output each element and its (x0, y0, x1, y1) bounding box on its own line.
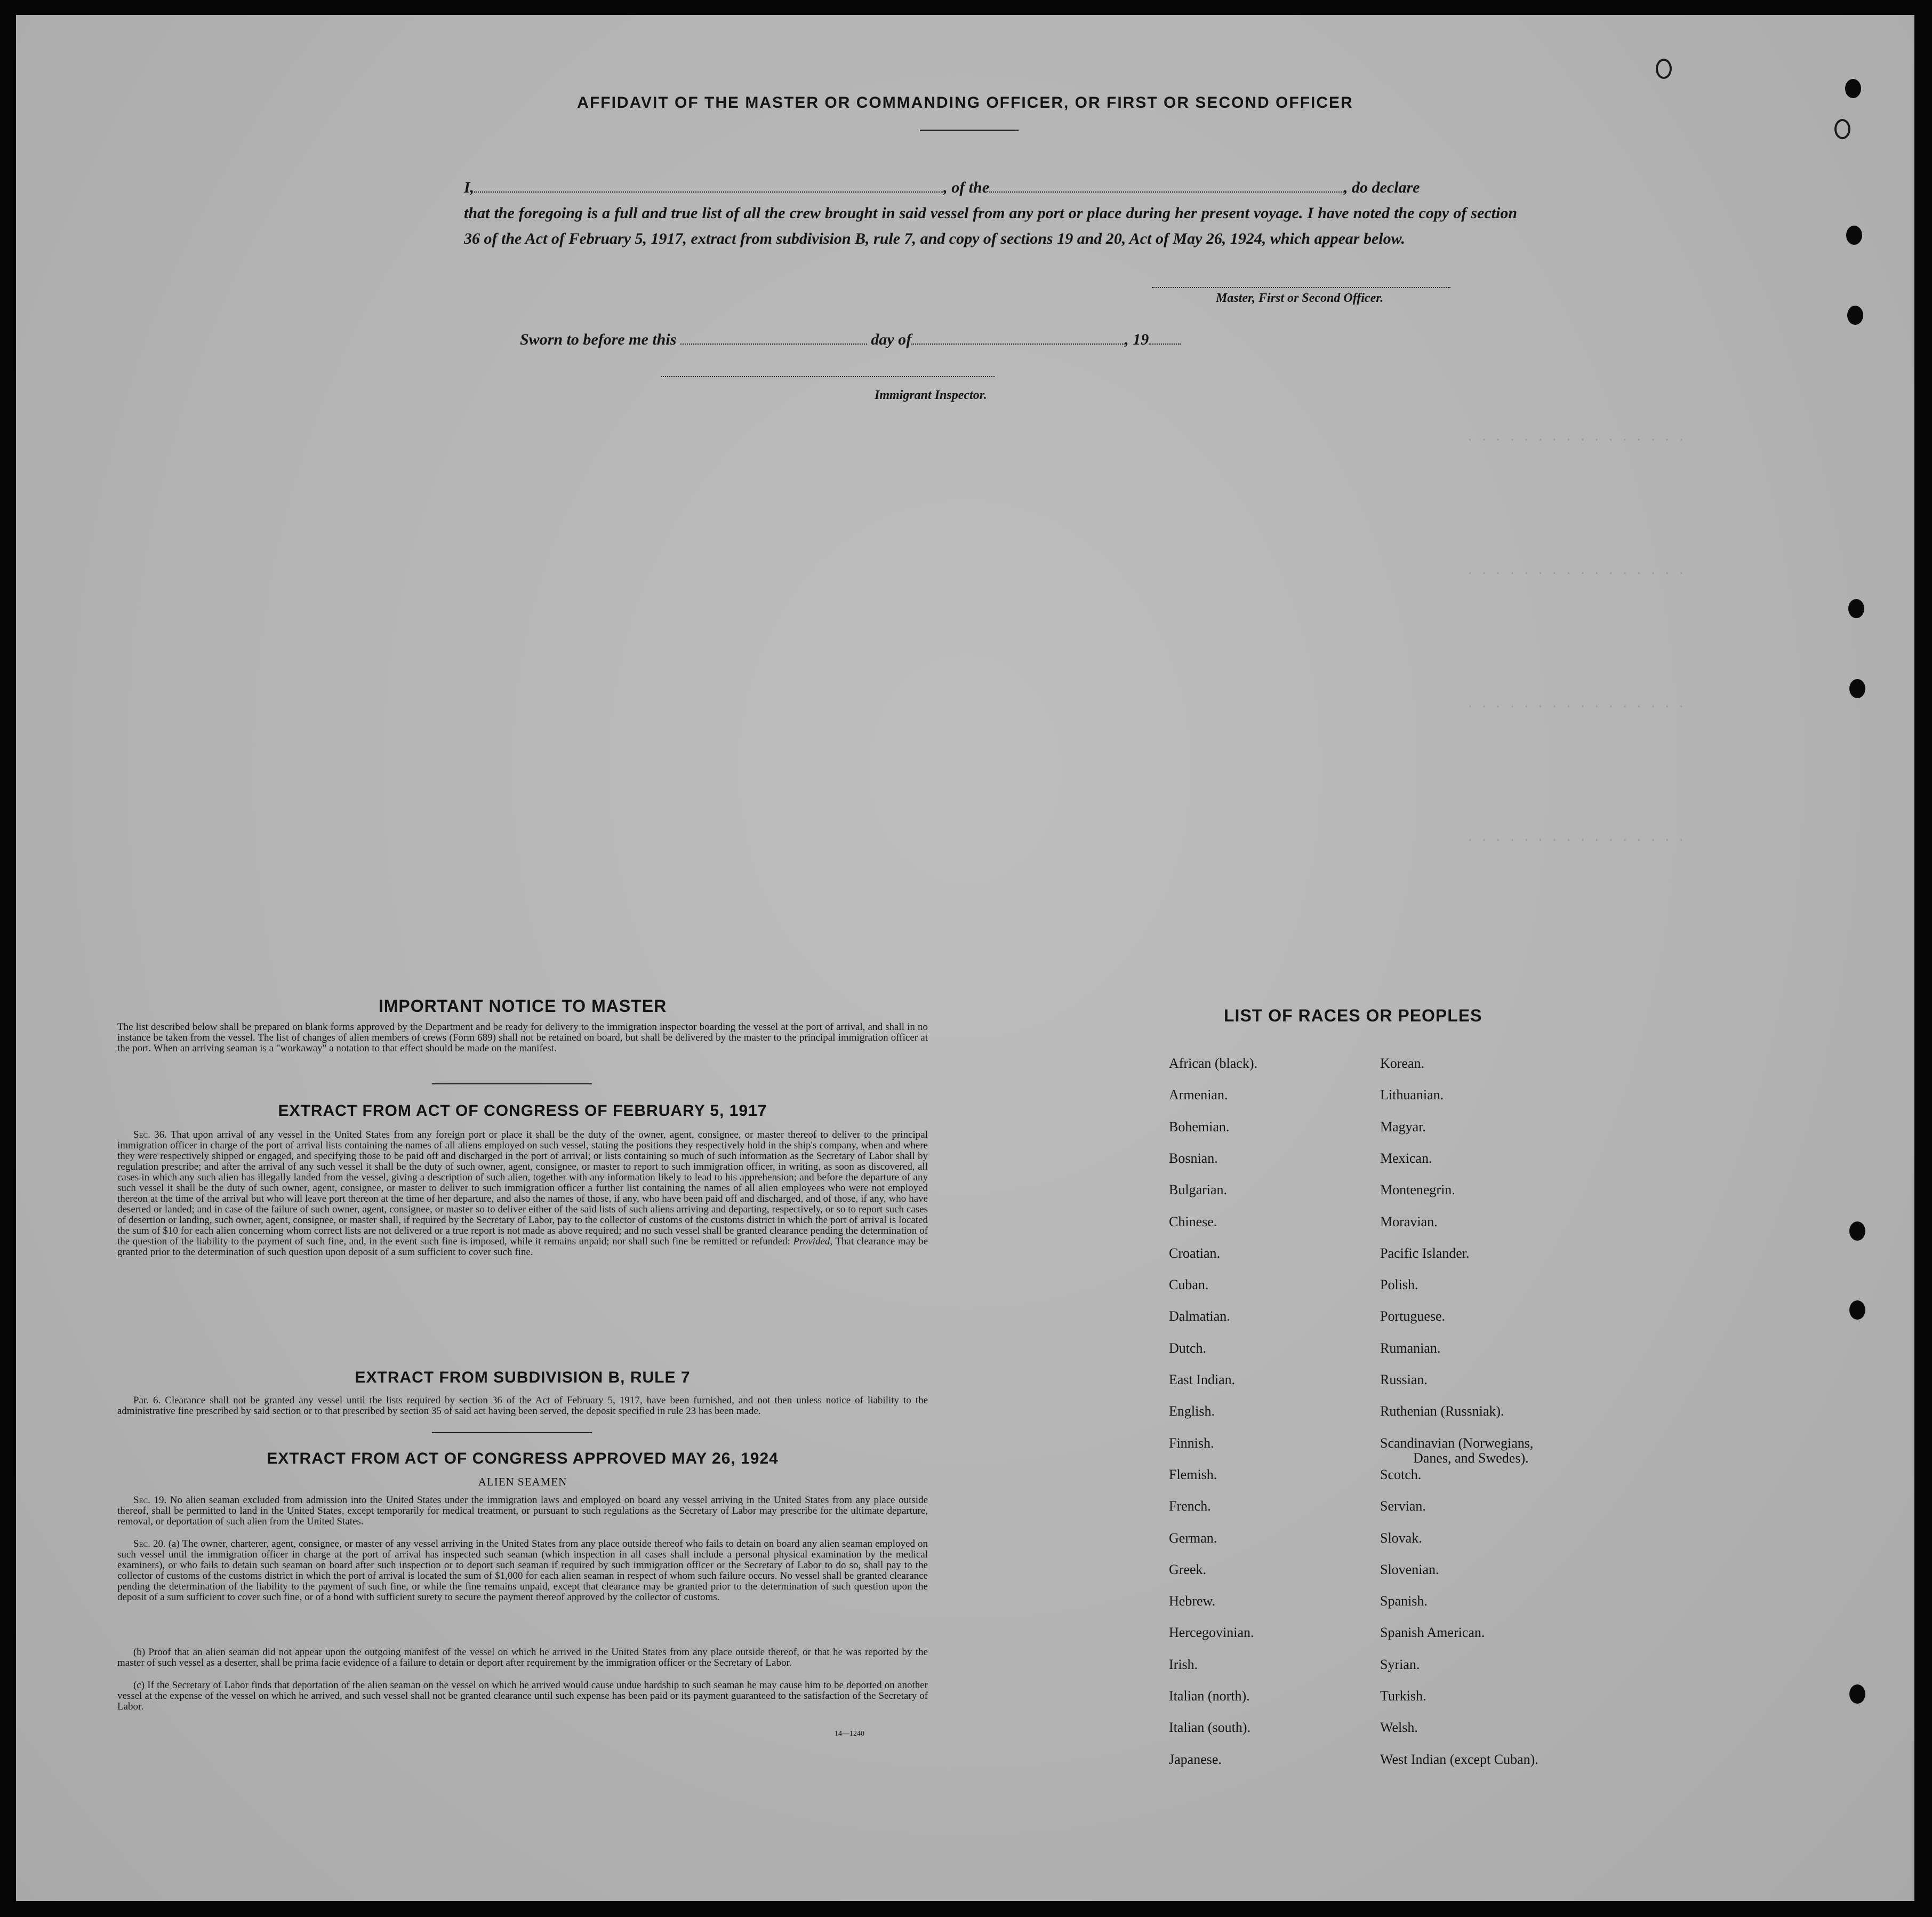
proviso-text: That clearance may be granted prior to the determination of such question upon deposit of a sum sufficient to cover such fine. (117, 1236, 928, 1258)
extract-1917-title: EXTRACT FROM ACT OF CONGRESS OF FEBRUARY 5, 1917 (278, 1102, 767, 1120)
race-item: West Indian (except Cuban). (1380, 1751, 1538, 1767)
races-title: LIST OF RACES OR PEOPLES (1224, 1006, 1482, 1025)
inspector-caption: Immigrant Inspector. (875, 388, 987, 402)
punch-hole (1849, 1300, 1865, 1320)
punch-hole (1849, 1221, 1865, 1241)
race-item: Armenian. (1169, 1087, 1228, 1103)
paragraph-6-label: Par. 6. (133, 1395, 161, 1406)
affidavit-title: AFFIDAVIT OF THE MASTER OR COMMANDING OFFICER, OR FIRST OR SECOND OFFICER (577, 94, 1353, 111)
master-signature-line (1152, 287, 1450, 288)
affidavit-of-the-label: , of the (943, 179, 990, 196)
punch-hole (1848, 599, 1864, 618)
race-item: Italian (south). (1169, 1720, 1251, 1736)
race-item: Bohemian. (1169, 1119, 1230, 1135)
race-item: Bulgarian. (1169, 1182, 1228, 1198)
punch-hole (1849, 1684, 1865, 1704)
extract-1917-text (117, 1130, 928, 1258)
affidavit-declare-label: , do declare (1344, 179, 1420, 196)
race-item: Scotch. (1380, 1466, 1422, 1482)
extract-1924-title: EXTRACT FROM ACT OF CONGRESS APPROVED MAY 26, 1924 (267, 1450, 779, 1467)
bleed-through-text: . . . . . . . . . . . . . . . . (1466, 831, 1685, 844)
race-item: Slovak. (1380, 1530, 1422, 1546)
bleed-through-text: . . . . . . . . . . . . . . . . (1466, 431, 1685, 444)
name-blank (474, 178, 943, 193)
day-of-label: day of (871, 331, 912, 348)
divider (432, 1432, 592, 1433)
year-label: , 19 (1125, 331, 1149, 348)
race-item: Italian (north). (1169, 1688, 1250, 1704)
race-item: Moravian. (1380, 1213, 1438, 1229)
notice-text: The list described below shall be prepared on blank forms approved by the Department and be ready for delivery to the immigration inspector boarding the vessel at the port of arrival, and shall in no instance be taken from the vessel. The list of changes of alien members of crews (Form 689) shall not be retained on board, but shall be delivered by the master to the principal immigration officer at the port. When an arriving seaman is a "workaway" a notation to that effect should be made on the manifest. (117, 1021, 928, 1054)
sworn-label: Sworn to before me this (520, 331, 677, 348)
race-item: Flemish. (1169, 1466, 1217, 1482)
race-item: Portuguese. (1380, 1308, 1446, 1324)
race-item: Servian. (1380, 1498, 1426, 1514)
vessel-blank (989, 178, 1344, 193)
section-19-label: Sec. 19. (133, 1495, 167, 1506)
race-item: Mexican. (1380, 1150, 1432, 1166)
paragraph-6-text: Clearance shall not be granted any vessel until the lists required by section 36 of the Act of February 5, 1917, have been furnished, and not then unless notice of liability to the administrative fine prescribed by said section or to that prescribed by section 35 of said act having been served, the deposit specified in rule 23 has been made. (117, 1395, 928, 1417)
race-item: Chinese. (1169, 1213, 1217, 1229)
race-item: Montenegrin. (1380, 1182, 1455, 1198)
rule-7-title: EXTRACT FROM SUBDIVISION B, RULE 7 (355, 1369, 691, 1386)
punch-hole (1847, 306, 1863, 325)
section-20-label: Sec. 20. (133, 1538, 166, 1549)
notice-title: IMPORTANT NOTICE TO MASTER (378, 996, 667, 1016)
punch-hole (1846, 226, 1862, 245)
race-item: Dutch. (1169, 1340, 1207, 1356)
race-item: Hebrew. (1169, 1593, 1216, 1609)
section-20b-text: (b) Proof that an alien seaman did not appear upon the outgoing manifest of the vessel on which he arrived in the United States from any place outside thereof, or that he was reported by the master of such vessel as a deserter, shall be prima facie evidence of a failure to detain or deport after requirement by the immigration officer or the Secretary of Labor. (117, 1647, 928, 1668)
race-item: Bosnian. (1169, 1150, 1218, 1166)
race-item: Lithuanian. (1380, 1087, 1444, 1103)
race-item: Pacific Islander. (1380, 1245, 1470, 1261)
affidavit-text: that the foregoing is a full and true list of all the crew brought in said vessel from any port or place during her present voyage. I have noted the copy of section 36 of the Act of February 5, 1917, extract from subdivision B, rule 7, and copy of sections 19 and 20, Act of May 26, 1924, which appear below. (464, 204, 1517, 247)
provided-label: Provided, (793, 1236, 833, 1247)
section-36-label: Sec. 36. (133, 1129, 167, 1140)
race-item: Ruthenian (Russniak). (1380, 1403, 1504, 1419)
race-item: English. (1169, 1403, 1215, 1419)
section-19-body: No alien seaman excluded from admission into the United States under the immigration laws and employed on board any vessel arriving in the United States from any place outside thereof, shall be permitted to land in the United States, except temporarily for medical treatment, or pursuant to such regulations as the Secretary of Labor may prescribe for the ultimate departure, removal, or deportation of such alien from the United States. (117, 1495, 928, 1527)
month-blank (911, 330, 1125, 345)
race-item: Korean. (1380, 1056, 1425, 1071)
affidavit-declaration-line (464, 175, 1517, 201)
sworn-line (520, 330, 1181, 349)
divider (432, 1083, 592, 1084)
race-item: Irish. (1169, 1656, 1198, 1672)
bleed-through-text: . . . . . . . . . . . . . . . . (1466, 698, 1685, 711)
race-item: Danes, and Swedes). (1413, 1450, 1529, 1466)
section-36-text: That upon arrival of any vessel in the United States from any foreign port or place it shall be the duty of the owner, agent, consignee, or master thereof to deliver to the principal immigration officer in charge of the port of arrival lists containing the names of all aliens employed on such vessel, stating the positions they respectively hold in the ship's company, when and where they were respectively shipped or engaged, and specifying those to be paid off and discharged in the port of arrival; or lists containing so much of such information as the Secretary of Labor shall by regulation prescribe; and after the arrival of any such vessel it shall be the duty of such owner, agent, consignee, or master to report to such immigration officer, in writing, as soon as discovered, all cases in which any such alien has illegally landed from the vessel, giving a description of such alien, together with any information likely to lead to his apprehension; and before the departure of any such vessel it shall be the duty of such owner, agent, consignee, or master to deliver to such immigration officer a further list containing the names of all alien employees who were not employed thereon at the time of the arrival but who will leave port thereon at the time of her departure, and also the names of those, if any, who have been paid off and discharged, and of those, if any, who have deserted or landed; and in case of the failure of such owner, agent, consignee, or master so to deliver either of the said lists of such aliens arriving and departing, respectively, or so to report such cases of desertion or landing, such owner, agent, consignee, or master shall, if required by the Secretary of Labor, pay to the collector of customs of the customs district in which the port of arrival is located the sum of $10 for each alien concerning whom correct lists are not delivered or a true report is not made as above required; and no such vessel shall be granted clearance pending the determination of the question of the liability to the payment of such fine, and, in the event such fine is imposed, while it remains unpaid; nor shall such fine be remitted or refunded: (117, 1129, 928, 1247)
race-item: German. (1169, 1530, 1217, 1546)
divider (920, 130, 1019, 131)
race-item: Finnish. (1169, 1435, 1214, 1451)
race-item: Polish. (1380, 1277, 1418, 1293)
race-item: African (black). (1169, 1056, 1258, 1071)
punch-hole (1656, 59, 1672, 79)
race-item: Cuban. (1169, 1277, 1209, 1293)
affidavit-body (464, 175, 1517, 252)
section-20c-text: (c) If the Secretary of Labor finds that deportation of the alien seaman on the vessel on which he arrived would cause undue hardship to such seaman he may cause him to be deported on another vessel at the expense of the vessel on which he arrived, and such vessel shall not be granted clearance until such expense has been paid or its payment guaranteed to the satisfaction of the Secretary of Labor. (117, 1680, 928, 1712)
affidavit-i-label: I, (464, 179, 475, 196)
race-item: Syrian. (1380, 1656, 1420, 1672)
race-item: Japanese. (1169, 1751, 1222, 1767)
race-item: Spanish American. (1380, 1625, 1485, 1641)
race-item: Slovenian. (1380, 1561, 1439, 1577)
race-item: Welsh. (1380, 1720, 1418, 1736)
race-item: Scandinavian (Norwegians, (1380, 1435, 1534, 1451)
year-blank (1149, 330, 1181, 345)
rule-7-text (117, 1395, 928, 1417)
punch-hole (1849, 679, 1865, 698)
section-19-text (117, 1495, 928, 1527)
race-item: Croatian. (1169, 1245, 1221, 1261)
bleed-through-text: . . . . . . . . . . . . . . . . (1466, 564, 1685, 578)
race-item: Spanish. (1380, 1593, 1428, 1609)
race-item: Russian. (1380, 1372, 1428, 1387)
race-item: French. (1169, 1498, 1211, 1514)
section-20a-text (117, 1539, 928, 1603)
alien-seamen-subtitle: ALIEN SEAMEN (478, 1475, 567, 1488)
form-number: 14—1240 (835, 1730, 864, 1738)
race-item: Dalmatian. (1169, 1308, 1230, 1324)
race-item: Hercegovinian. (1169, 1625, 1254, 1641)
race-item: Turkish. (1380, 1688, 1426, 1704)
race-item: Magyar. (1380, 1119, 1426, 1135)
race-item: Rumanian. (1380, 1340, 1441, 1356)
punch-hole (1834, 119, 1850, 139)
section-20a-body: (a) The owner, charterer, agent, consignee, or master of any vessel arriving in the United States from any place outside thereof who fails to detain on board any alien seaman employed on such vessel until the immigration officer in charge at the port of arrival has inspected such seaman (which inspection in all cases shall include a personal physical examination by the medical examiners), or who fails to detain such seaman on board after such inspection or to deport such seaman if required by such immigration officer or the Secretary of Labor to do so, shall pay to the collector of customs of the customs district in which the port of arrival is located the sum of $1,000 for each alien seaman in respect of whom such failure occurs. No vessel shall be granted clearance pending the determination of the liability to the payment of such fine, or while the fine remains unpaid, except that clearance may be granted prior to the determination of such question upon the deposit of a sum sufficient to cover such fine, or of a bond with sufficient surety to secure the payment thereof approved by the collector of customs. (117, 1538, 928, 1603)
document-page (16, 15, 1914, 1901)
day-blank (680, 330, 867, 345)
race-item: Greek. (1169, 1561, 1207, 1577)
master-caption: Master, First or Second Officer. (1216, 291, 1384, 305)
inspector-signature-line (661, 376, 995, 377)
race-item: East Indian. (1169, 1372, 1236, 1387)
